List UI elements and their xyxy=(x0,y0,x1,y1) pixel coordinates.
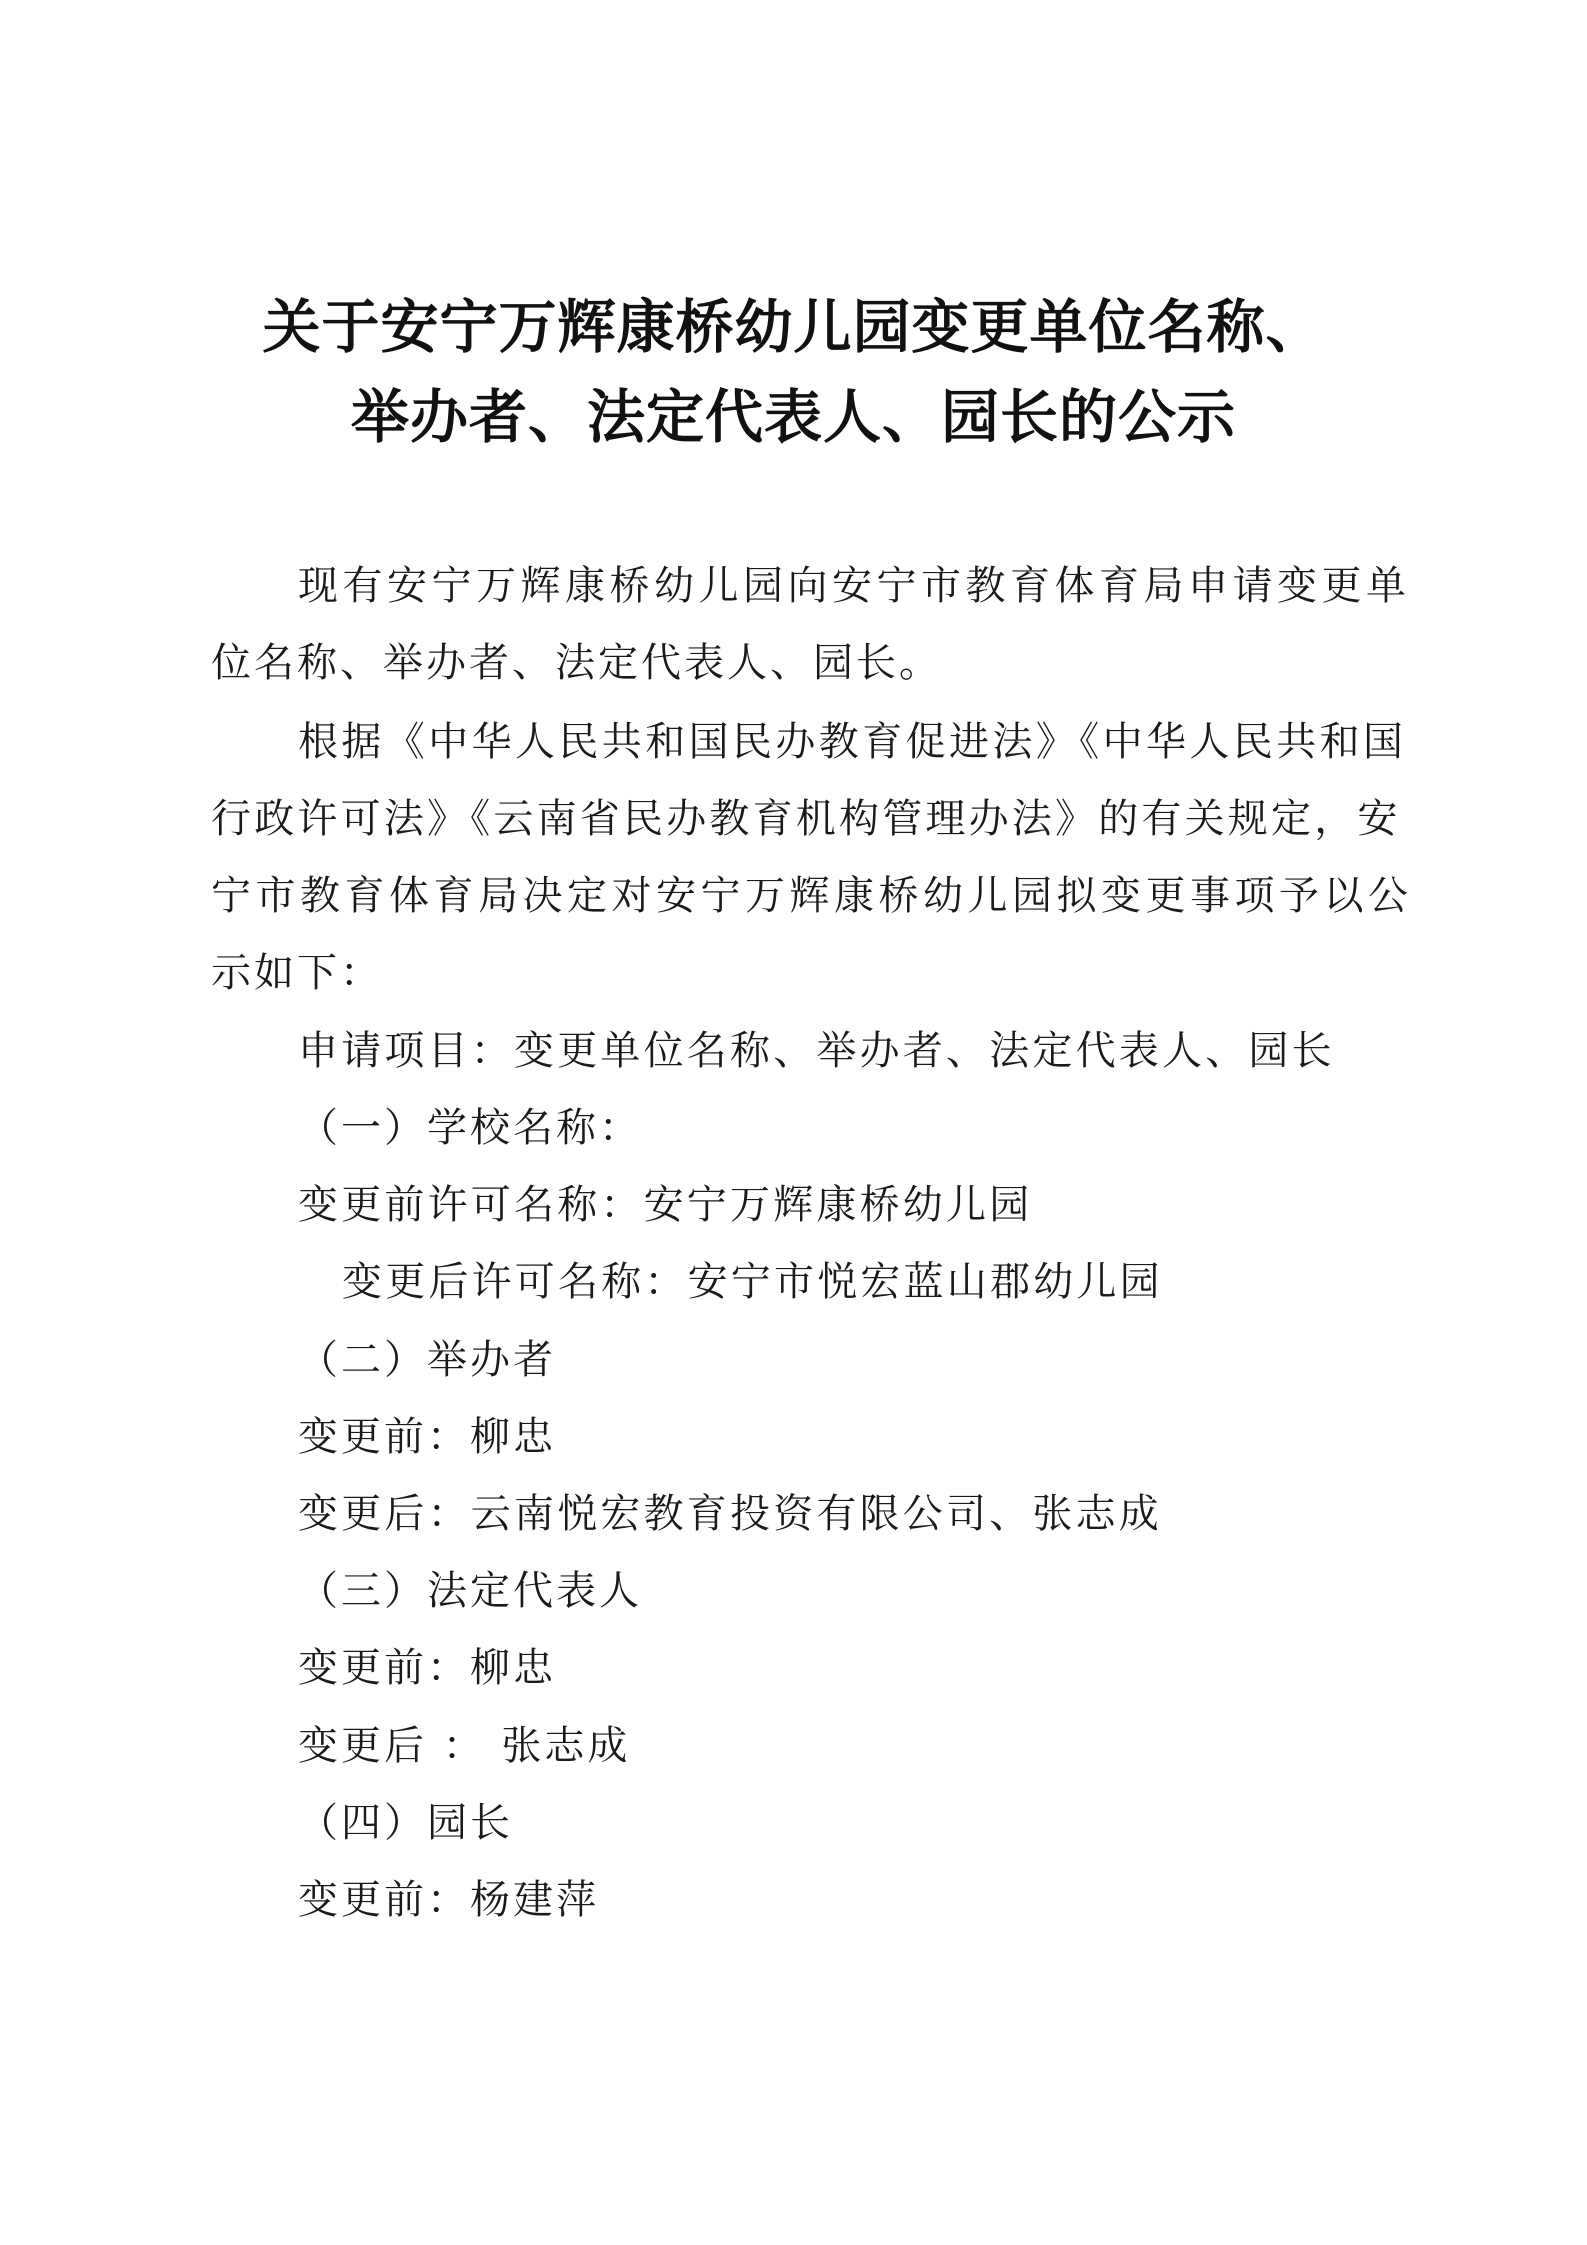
legal-rep-before: 变更前：柳忠 xyxy=(298,1645,556,1691)
principal-before: 变更前：杨建萍 xyxy=(298,1877,599,1923)
legal-rep-after: 变更后 ： 张志成 xyxy=(298,1723,631,1769)
organizer-before: 变更前：柳忠 xyxy=(298,1414,556,1460)
section-organizer-heading: （二）举办者 xyxy=(298,1337,556,1383)
legal-basis-line-2: 行政许可法》《云南省民办教育机构管理办法》的有关规定，安 xyxy=(211,796,1401,842)
school-name-after: 变更后许可名称：安宁市悦宏蓝山郡幼儿园 xyxy=(342,1259,1163,1305)
document-title-line-1: 关于安宁万辉康桥幼儿园变更单位名称、 xyxy=(262,293,1325,361)
organizer-after: 变更后：云南悦宏教育投资有限公司、张志成 xyxy=(298,1491,1162,1537)
intro-paragraph-line-1: 现有安宁万辉康桥幼儿园向安宁市教育体育局申请变更单 xyxy=(298,563,1411,609)
section-principal-heading: （四）园长 xyxy=(298,1800,513,1846)
document-title-line-2: 举办者、法定代表人、园长的公示 xyxy=(350,383,1236,451)
legal-basis-line-3: 宁市教育体育局决定对安宁万辉康桥幼儿园拟变更事项予以公 xyxy=(211,873,1413,919)
application-item: 申请项目：变更单位名称、举办者、法定代表人、园长 xyxy=(298,1028,1335,1074)
intro-paragraph-line-2: 位名称、举办者、法定代表人、园长。 xyxy=(211,640,942,686)
legal-basis-line-1: 根据《中华人民共和国民办教育促进法》《中华人民共和国 xyxy=(298,719,1407,765)
section-legal-rep-heading: （三）法定代表人 xyxy=(298,1568,642,1614)
legal-basis-line-4: 示如下： xyxy=(211,950,383,996)
section-school-name-heading: （一）学校名称： xyxy=(298,1105,642,1151)
school-name-before: 变更前许可名称：安宁万辉康桥幼儿园 xyxy=(298,1182,1033,1228)
